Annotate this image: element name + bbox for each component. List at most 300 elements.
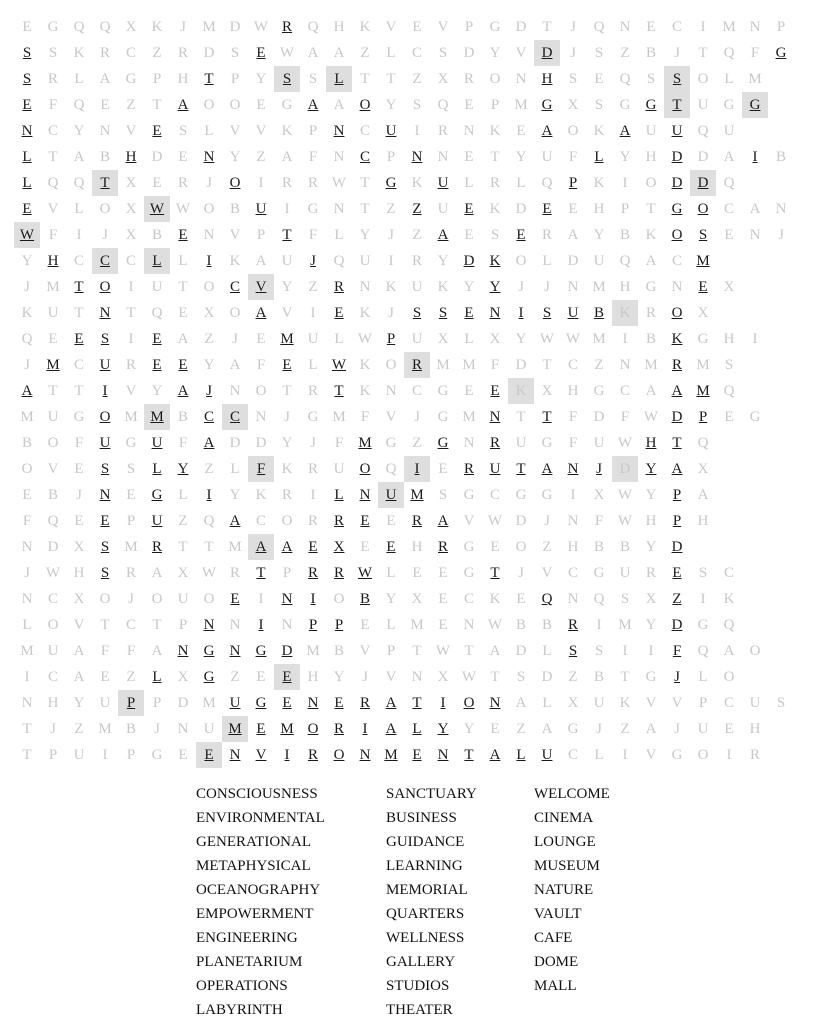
grid-cell[interactable]: X [437, 71, 449, 87]
grid-cell[interactable]: G [489, 19, 501, 35]
grid-cell[interactable]: J [778, 227, 784, 243]
grid-cell[interactable]: A [749, 201, 761, 217]
grid-cell[interactable]: N [489, 305, 501, 321]
grid-cell[interactable]: N [515, 71, 527, 87]
grid-cell[interactable]: S [594, 643, 604, 659]
grid-cell[interactable]: G [151, 747, 163, 763]
grid-cell[interactable]: R [489, 435, 500, 451]
grid-cell[interactable]: Q [99, 19, 111, 35]
grid-cell[interactable]: B [593, 539, 604, 555]
grid-cell[interactable]: D [671, 149, 683, 165]
grid-cell[interactable]: S [100, 331, 110, 347]
grid-cell[interactable]: M [436, 357, 450, 373]
grid-cell[interactable]: V [47, 201, 59, 217]
grid-cell[interactable]: I [752, 149, 758, 165]
grid-cell[interactable]: A [281, 149, 293, 165]
grid-cell[interactable]: X [723, 279, 735, 295]
grid-cell[interactable]: A [645, 721, 657, 737]
grid-cell[interactable]: T [282, 383, 292, 399]
grid-cell[interactable]: R [177, 45, 188, 61]
grid-cell[interactable]: B [333, 643, 344, 659]
grid-cell[interactable]: J [544, 513, 550, 529]
grid-cell[interactable]: V [645, 747, 657, 763]
grid-cell[interactable]: Q [723, 175, 735, 191]
grid-cell[interactable]: H [125, 149, 137, 165]
grid-cell[interactable]: K [437, 279, 449, 295]
grid-cell[interactable]: N [333, 149, 345, 165]
grid-cell[interactable]: R [645, 305, 656, 321]
grid-cell[interactable]: B [593, 305, 604, 321]
grid-cell[interactable]: Z [568, 669, 578, 685]
grid-cell[interactable]: K [645, 227, 657, 243]
grid-cell[interactable]: G [619, 97, 631, 113]
grid-cell[interactable]: K [359, 19, 371, 35]
grid-cell[interactable]: U [99, 357, 111, 373]
grid-cell[interactable]: T [74, 305, 84, 321]
grid-cell[interactable]: Q [73, 19, 85, 35]
grid-cell[interactable]: M [410, 487, 424, 503]
grid-cell[interactable]: Q [437, 97, 449, 113]
grid-cell[interactable]: D [463, 253, 475, 269]
grid-cell[interactable]: T [360, 201, 370, 217]
grid-cell[interactable]: O [203, 591, 215, 607]
grid-cell[interactable]: R [125, 565, 136, 581]
grid-cell[interactable]: B [21, 435, 32, 451]
grid-cell[interactable]: A [151, 643, 163, 659]
grid-cell[interactable]: R [489, 175, 500, 191]
grid-cell[interactable]: S [22, 45, 32, 61]
grid-cell[interactable]: K [73, 45, 85, 61]
grid-cell[interactable]: E [256, 721, 266, 737]
grid-cell[interactable]: U [411, 279, 423, 295]
grid-cell[interactable]: Y [177, 461, 189, 477]
grid-cell[interactable]: U [47, 305, 59, 321]
grid-cell[interactable]: A [73, 643, 85, 659]
grid-cell[interactable]: H [697, 513, 709, 529]
grid-cell[interactable]: D [671, 175, 683, 191]
grid-cell[interactable]: W [45, 565, 61, 581]
grid-cell[interactable]: W [487, 513, 503, 529]
grid-cell[interactable]: N [437, 747, 449, 763]
grid-cell[interactable]: E [594, 71, 604, 87]
grid-cell[interactable]: R [307, 513, 318, 529]
grid-cell[interactable]: R [99, 45, 110, 61]
grid-cell[interactable]: E [100, 669, 110, 685]
grid-cell[interactable]: T [360, 175, 370, 191]
grid-cell[interactable]: C [567, 357, 578, 373]
grid-cell[interactable]: D [515, 357, 527, 373]
grid-cell[interactable]: L [326, 66, 352, 92]
grid-cell[interactable]: F [490, 357, 500, 373]
grid-cell[interactable]: O [333, 591, 345, 607]
grid-cell[interactable]: N [775, 201, 787, 217]
grid-cell[interactable]: U [333, 461, 345, 477]
grid-cell[interactable]: E [490, 721, 500, 737]
grid-cell[interactable]: K [359, 383, 371, 399]
grid-cell[interactable]: A [21, 383, 33, 399]
grid-cell[interactable]: M [592, 279, 606, 295]
grid-cell[interactable]: S [568, 643, 578, 659]
grid-cell[interactable]: U [359, 253, 371, 269]
grid-cell[interactable]: Y [73, 695, 85, 711]
grid-cell[interactable]: I [206, 487, 212, 503]
grid-cell[interactable]: D [541, 669, 553, 685]
grid-cell[interactable]: P [464, 19, 474, 35]
grid-cell[interactable]: J [362, 669, 368, 685]
grid-cell[interactable]: S [438, 487, 448, 503]
grid-cell[interactable]: I [258, 175, 264, 191]
grid-cell[interactable]: G [463, 487, 475, 503]
grid-cell[interactable]: H [645, 513, 657, 529]
grid-cell[interactable]: E [360, 539, 370, 555]
grid-cell[interactable]: L [542, 695, 552, 711]
grid-cell[interactable]: Y [333, 669, 345, 685]
grid-cell[interactable]: U [47, 409, 59, 425]
grid-cell[interactable]: A [73, 149, 85, 165]
grid-cell[interactable]: W [331, 357, 347, 373]
grid-cell[interactable]: R [229, 565, 240, 581]
grid-cell[interactable]: F [178, 435, 188, 451]
grid-cell[interactable]: B [359, 591, 370, 607]
grid-cell[interactable]: L [386, 617, 396, 633]
grid-cell[interactable]: D [515, 19, 527, 35]
grid-cell[interactable]: S [100, 461, 110, 477]
grid-cell[interactable]: A [177, 97, 189, 113]
grid-cell[interactable]: I [518, 305, 524, 321]
grid-cell[interactable]: H [411, 539, 423, 555]
grid-cell[interactable]: S [274, 66, 300, 92]
grid-cell[interactable]: L [152, 461, 162, 477]
grid-cell[interactable]: H [749, 721, 761, 737]
grid-cell[interactable]: P [308, 617, 318, 633]
grid-cell[interactable]: P [308, 123, 318, 139]
grid-cell[interactable]: E [334, 695, 344, 711]
grid-cell[interactable]: W [253, 19, 269, 35]
grid-cell[interactable]: Z [386, 201, 396, 217]
grid-cell[interactable]: F [568, 409, 578, 425]
grid-cell[interactable]: Z [542, 539, 552, 555]
grid-cell[interactable]: O [307, 721, 319, 737]
grid-cell[interactable]: S [438, 305, 448, 321]
grid-cell[interactable]: J [414, 409, 420, 425]
grid-cell[interactable]: J [180, 19, 186, 35]
grid-cell[interactable]: E [22, 201, 32, 217]
grid-cell[interactable]: T [256, 565, 266, 581]
grid-cell[interactable]: F [620, 409, 630, 425]
grid-cell[interactable]: O [151, 591, 163, 607]
grid-cell[interactable]: F [750, 45, 760, 61]
grid-cell[interactable]: V [359, 643, 371, 659]
grid-cell[interactable]: N [21, 539, 33, 555]
grid-cell[interactable]: O [671, 227, 683, 243]
grid-cell[interactable]: M [222, 716, 248, 742]
grid-cell[interactable]: W [331, 175, 347, 191]
grid-cell[interactable]: E [724, 409, 734, 425]
grid-cell[interactable]: B [229, 201, 240, 217]
grid-cell[interactable]: K [593, 175, 605, 191]
grid-cell[interactable]: V [541, 565, 553, 581]
grid-cell[interactable]: K [489, 201, 501, 217]
grid-cell[interactable]: E [178, 357, 188, 373]
grid-cell[interactable]: A [333, 45, 345, 61]
grid-cell[interactable]: E [464, 227, 474, 243]
grid-cell[interactable]: U [567, 305, 579, 321]
grid-cell[interactable]: F [568, 149, 578, 165]
grid-cell[interactable]: W [435, 643, 451, 659]
grid-cell[interactable]: B [619, 227, 630, 243]
grid-cell[interactable]: E [438, 591, 448, 607]
grid-cell[interactable]: U [593, 695, 605, 711]
grid-cell[interactable]: L [724, 71, 734, 87]
grid-cell[interactable]: M [98, 721, 112, 737]
grid-cell[interactable]: S [438, 45, 448, 61]
grid-cell[interactable]: D [177, 695, 189, 711]
grid-cell[interactable]: A [723, 643, 735, 659]
grid-cell[interactable]: V [255, 747, 267, 763]
grid-cell[interactable]: S [412, 305, 422, 321]
grid-cell[interactable]: D [515, 513, 527, 529]
grid-cell[interactable]: A [723, 149, 735, 165]
grid-cell[interactable]: Z [360, 45, 370, 61]
grid-cell[interactable]: R [463, 71, 474, 87]
grid-cell[interactable]: D [229, 435, 241, 451]
grid-cell[interactable]: O [697, 747, 709, 763]
grid-cell[interactable]: Z [126, 669, 136, 685]
grid-cell[interactable]: R [404, 352, 430, 378]
grid-cell[interactable]: M [722, 19, 736, 35]
grid-cell[interactable]: N [281, 591, 293, 607]
grid-cell[interactable]: G [541, 487, 553, 503]
grid-cell[interactable]: Y [229, 487, 241, 503]
grid-cell[interactable]: Z [620, 721, 630, 737]
grid-cell[interactable]: V [437, 19, 449, 35]
grid-cell[interactable]: I [622, 331, 628, 347]
grid-cell[interactable]: M [358, 435, 372, 451]
grid-cell[interactable]: E [386, 513, 396, 529]
grid-cell[interactable]: F [100, 643, 110, 659]
grid-cell[interactable]: Q [723, 383, 735, 399]
grid-cell[interactable]: X [645, 591, 657, 607]
grid-cell[interactable]: P [698, 695, 708, 711]
grid-cell[interactable]: I [570, 487, 576, 503]
grid-cell[interactable]: G [47, 19, 59, 35]
grid-cell[interactable]: Q [307, 19, 319, 35]
grid-cell[interactable]: E [22, 19, 32, 35]
grid-cell[interactable]: F [256, 357, 266, 373]
grid-cell[interactable]: P [698, 409, 708, 425]
grid-cell[interactable]: A [645, 383, 657, 399]
grid-cell[interactable]: L [464, 331, 474, 347]
grid-cell[interactable]: M [20, 409, 34, 425]
grid-cell[interactable]: U [749, 695, 761, 711]
grid-cell[interactable]: N [203, 227, 215, 243]
grid-cell[interactable]: M [514, 97, 528, 113]
grid-cell[interactable]: L [152, 669, 162, 685]
grid-cell[interactable]: O [697, 71, 709, 87]
grid-cell[interactable]: J [24, 279, 30, 295]
grid-cell[interactable]: T [74, 279, 84, 295]
grid-cell[interactable]: L [334, 227, 344, 243]
grid-cell[interactable]: M [410, 617, 424, 633]
grid-cell[interactable]: G [671, 747, 683, 763]
grid-cell[interactable]: C [73, 357, 84, 373]
grid-cell[interactable]: S [594, 45, 604, 61]
grid-cell[interactable]: K [619, 695, 631, 711]
grid-cell[interactable]: U [203, 721, 215, 737]
grid-cell[interactable]: X [177, 565, 189, 581]
grid-cell[interactable]: V [248, 274, 274, 300]
grid-cell[interactable]: U [307, 331, 319, 347]
grid-cell[interactable]: X [177, 669, 189, 685]
grid-cell[interactable]: U [229, 695, 241, 711]
grid-cell[interactable]: D [229, 19, 241, 35]
grid-cell[interactable]: N [567, 461, 579, 477]
grid-cell[interactable]: G [255, 695, 267, 711]
grid-cell[interactable]: E [334, 305, 344, 321]
grid-cell[interactable]: Z [412, 435, 422, 451]
grid-cell[interactable]: K [281, 123, 293, 139]
grid-cell[interactable]: L [22, 175, 32, 191]
grid-cell[interactable]: M [748, 71, 762, 87]
grid-cell[interactable]: N [489, 409, 501, 425]
grid-cell[interactable]: R [333, 513, 344, 529]
grid-cell[interactable]: W [357, 565, 373, 581]
grid-cell[interactable]: S [22, 71, 32, 87]
grid-cell[interactable]: J [232, 331, 238, 347]
grid-cell[interactable]: G [697, 331, 709, 347]
grid-cell[interactable]: G [307, 409, 319, 425]
grid-cell[interactable]: E [464, 305, 474, 321]
grid-cell[interactable]: R [437, 123, 448, 139]
grid-cell[interactable]: A [489, 747, 501, 763]
grid-cell[interactable]: A [541, 123, 553, 139]
grid-cell[interactable]: Q [47, 175, 59, 191]
grid-cell[interactable]: N [99, 305, 111, 321]
grid-cell[interactable]: U [151, 279, 163, 295]
grid-cell[interactable]: Q [21, 331, 33, 347]
grid-cell[interactable]: E [178, 227, 188, 243]
grid-cell[interactable]: S [542, 305, 552, 321]
grid-cell[interactable]: E [74, 461, 84, 477]
grid-cell[interactable]: W [175, 201, 191, 217]
grid-cell[interactable]: A [281, 539, 293, 555]
grid-cell[interactable]: H [307, 669, 319, 685]
grid-cell[interactable]: G [385, 435, 397, 451]
grid-cell[interactable]: S [126, 461, 136, 477]
grid-cell[interactable]: K [489, 253, 501, 269]
grid-cell[interactable]: H [593, 201, 605, 217]
grid-cell[interactable]: I [102, 383, 108, 399]
grid-cell[interactable]: J [206, 175, 212, 191]
grid-cell[interactable]: U [697, 721, 709, 737]
grid-cell[interactable]: L [386, 565, 396, 581]
grid-cell[interactable]: O [385, 357, 397, 373]
grid-cell[interactable]: N [177, 643, 189, 659]
grid-cell[interactable]: S [646, 71, 656, 87]
grid-cell[interactable]: C [671, 19, 682, 35]
grid-cell[interactable]: G [697, 617, 709, 633]
grid-cell[interactable]: A [437, 513, 449, 529]
grid-cell[interactable]: S [48, 45, 58, 61]
grid-cell[interactable]: E [724, 721, 734, 737]
grid-cell[interactable]: J [570, 45, 576, 61]
grid-cell[interactable]: P [386, 643, 396, 659]
grid-cell[interactable]: G [742, 92, 768, 118]
grid-cell[interactable]: E [724, 227, 734, 243]
grid-cell[interactable]: X [567, 695, 579, 711]
grid-cell[interactable]: J [518, 565, 524, 581]
grid-cell[interactable]: O [463, 695, 475, 711]
grid-cell[interactable]: S [698, 565, 708, 581]
grid-cell[interactable]: W [144, 196, 170, 222]
grid-cell[interactable]: T [542, 357, 552, 373]
grid-cell[interactable]: T [178, 539, 188, 555]
grid-cell[interactable]: I [284, 747, 290, 763]
grid-cell[interactable]: R [333, 279, 344, 295]
grid-cell[interactable]: N [437, 149, 449, 165]
grid-cell[interactable]: K [671, 331, 683, 347]
grid-cell[interactable]: R [281, 487, 292, 503]
grid-cell[interactable]: O [229, 305, 241, 321]
grid-cell[interactable]: F [308, 149, 318, 165]
grid-cell[interactable]: U [99, 435, 111, 451]
grid-cell[interactable]: I [648, 643, 654, 659]
grid-cell[interactable]: P [282, 565, 292, 581]
grid-cell[interactable]: Y [489, 279, 501, 295]
grid-cell[interactable]: B [99, 149, 110, 165]
grid-cell[interactable]: W [357, 331, 373, 347]
grid-cell[interactable]: X [697, 461, 709, 477]
grid-cell[interactable]: B [593, 669, 604, 685]
grid-cell[interactable]: H [73, 565, 85, 581]
grid-cell[interactable]: Z [672, 591, 682, 607]
grid-cell[interactable]: T [698, 45, 708, 61]
grid-cell[interactable]: D [47, 539, 59, 555]
grid-cell[interactable]: G [567, 721, 579, 737]
grid-cell[interactable]: C [125, 253, 136, 269]
grid-cell[interactable]: O [671, 305, 683, 321]
grid-cell[interactable]: F [568, 435, 578, 451]
grid-cell[interactable]: W [617, 435, 633, 451]
grid-cell[interactable]: O [515, 253, 527, 269]
grid-cell[interactable]: G [645, 279, 657, 295]
grid-cell[interactable]: N [749, 19, 761, 35]
grid-cell[interactable]: T [490, 565, 500, 581]
grid-cell[interactable]: Q [203, 513, 215, 529]
grid-cell[interactable]: J [310, 435, 316, 451]
grid-cell[interactable]: E [74, 331, 84, 347]
grid-cell[interactable]: J [310, 253, 316, 269]
grid-cell[interactable]: M [280, 721, 294, 737]
grid-cell[interactable]: J [518, 279, 524, 295]
grid-cell[interactable]: L [178, 487, 188, 503]
grid-cell[interactable]: C [47, 591, 58, 607]
grid-cell[interactable]: I [596, 617, 602, 633]
grid-cell[interactable]: K [508, 378, 534, 404]
grid-cell[interactable]: A [73, 669, 85, 685]
grid-cell[interactable]: C [255, 513, 266, 529]
grid-cell[interactable]: Z [152, 45, 162, 61]
grid-cell[interactable]: I [622, 175, 628, 191]
grid-cell[interactable]: F [248, 456, 274, 482]
grid-cell[interactable]: V [255, 123, 267, 139]
grid-cell[interactable]: R [437, 539, 448, 555]
grid-cell[interactable]: H [567, 539, 579, 555]
grid-cell[interactable]: R [749, 747, 760, 763]
grid-cell[interactable]: M [202, 19, 216, 35]
grid-cell[interactable]: A [567, 227, 579, 243]
grid-cell[interactable]: A [99, 71, 111, 87]
